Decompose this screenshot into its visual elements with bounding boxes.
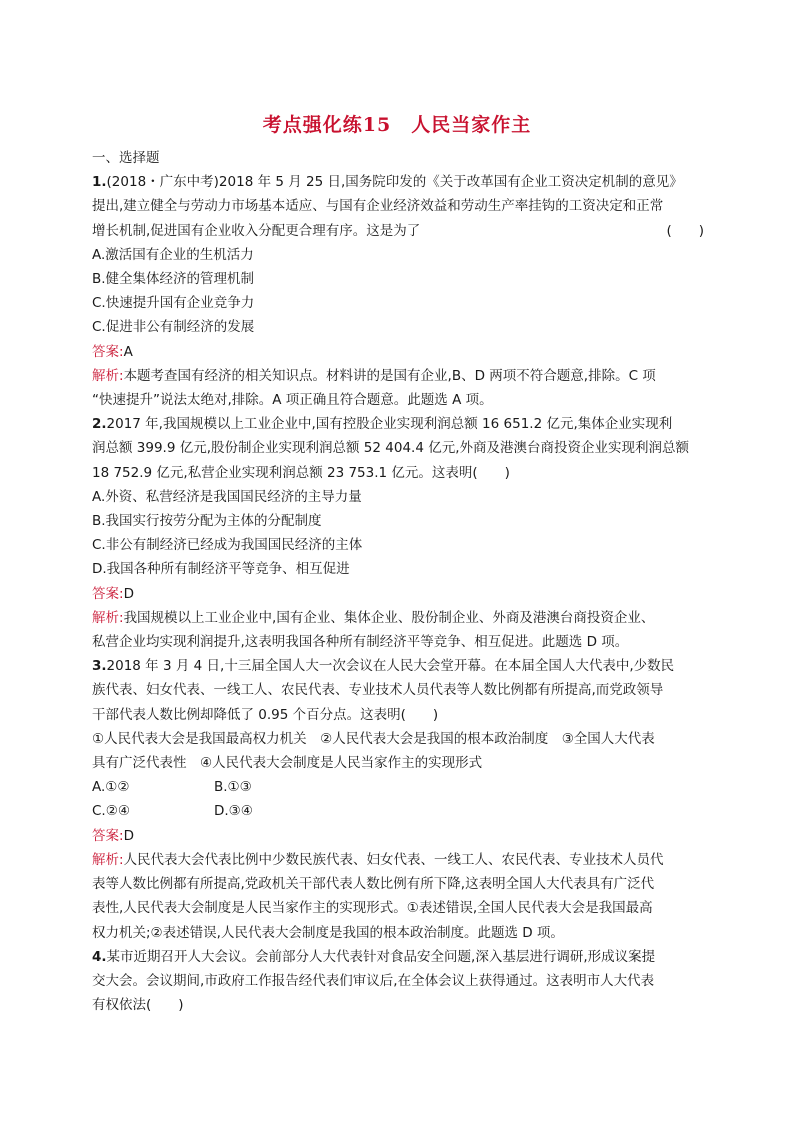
answer-blank: ( ) [666, 222, 704, 239]
question-text: 交大会。会议期间,市政府工作报告经代表们审议后,在全体会议上获得通过。这表明市人大代表 [92, 972, 655, 989]
analysis-text: 权力机关;②表述错误,人民代表大会制度是我国的根本政治制度。此题选 D 项。 [92, 924, 564, 941]
option-a: A.①② [92, 779, 130, 796]
question-3 [92, 654, 704, 944]
analysis-line [92, 364, 704, 388]
question-number: 2. [92, 416, 107, 433]
question-4 [92, 945, 704, 1018]
analysis-text: 人民代表大会代表比例中少数民族代表、妇女代表、一线工人、农民代表、专业技术人员代 [123, 851, 664, 868]
question-number: 3. [92, 658, 107, 675]
analysis-label: 解析: [92, 851, 124, 868]
option-c: C.非公有制经济已经成为我国国民经济的主体 [92, 537, 363, 554]
question-text: (2018・广东中考)2018 年 5 月 25 日,国务院印发的《关于改革国有企业工资决定机制的意见》 [106, 174, 683, 191]
analysis-text: “快速提升”说法太绝对,排除。A 项正确且符合题意。此题选 A 项。 [92, 392, 493, 409]
option-a: A.外资、私营经济是我国国民经济的主导力量 [92, 488, 362, 505]
statement-list: 具有广泛代表性 ④人民代表大会制度是人民当家作主的实现形式 [92, 755, 483, 772]
option-b: B.我国实行按劳分配为主体的分配制度 [92, 513, 322, 530]
analysis-text: 我国规模以上工业企业中,国有企业、集体企业、股份制企业、外商及港澳台商投资企业、 [123, 609, 655, 626]
answer-label: 答案: [92, 343, 124, 360]
option-d: D.我国各种所有制经济平等竞争、相互促进 [92, 561, 350, 578]
question-1 [92, 170, 704, 412]
option-row [92, 775, 704, 799]
option-a: A.激活国有企业的生机活力 [92, 246, 254, 263]
statement-list: ①人民代表大会是我国最高权力机关 ②人民代表大会是我国的根本政治制度 ③全国人大代表 [92, 730, 655, 747]
question-text: 干部代表人数比例却降低了 0.95 个百分点。这表明( ) [92, 706, 439, 723]
answer-value: D [123, 827, 134, 844]
option-d: D.③④ [214, 803, 253, 820]
option-d: C.促进非公有制经济的发展 [92, 319, 255, 336]
answer-line [92, 340, 704, 364]
analysis-text: 表性,人民代表大会制度是人民当家作主的实现形式。①表述错误,全国人民代表大会是我国最高 [92, 900, 653, 917]
option-row [92, 799, 704, 823]
question-text: 18 752.9 亿元,私营企业实现利润总额 23 753.1 亿元。这表明( ) [92, 464, 510, 481]
analysis-line [92, 848, 704, 872]
question-2 [92, 412, 704, 654]
option-c: C.快速提升国有企业竞争力 [92, 295, 255, 312]
document-content [92, 146, 704, 1017]
option-c: C.②④ [92, 803, 130, 820]
question-text: 提出,建立健全与劳动力市场基本适应、与国有企业经济效益和劳动生产率挂钩的工资决定和正常 [92, 198, 664, 215]
answer-value: A [123, 343, 133, 360]
answer-label: 答案: [92, 827, 124, 844]
question-text: 有权依法( ) [92, 997, 184, 1014]
analysis-text: 表等人数比例都有所提高,党政机关干部代表人数比例有所下降,这表明全国人大代表具有广泛代 [92, 876, 655, 893]
question-text: 2017 年,我国规模以上工业企业中,国有控股企业实现利润总额 16 651.2 亿元,集体企业实现利 [106, 416, 673, 433]
answer-value: D [123, 585, 134, 602]
question-text: 某市近期召开人大会议。会前部分人大代表针对食品安全问题,深入基层进行调研,形成议案提 [106, 948, 656, 965]
answer-label: 答案: [92, 585, 124, 602]
question-text: 族代表、妇女代表、一线工人、农民代表、专业技术人员代表等人数比例都有所提高,而党政领导 [92, 682, 664, 699]
analysis-text: 本题考查国有经济的相关知识点。材料讲的是国有企业,B、D 两项不符合题意,排除。C 项 [123, 367, 656, 384]
analysis-label: 解析: [92, 609, 124, 626]
question-text: 增长机制,促进国有企业收入分配更合理有序。这是为了 [92, 222, 421, 239]
question-text: 2018 年 3 月 4 日,十三届全国人大一次会议在人民大会堂开幕。在本届全国人大代表中,少数民 [106, 658, 675, 675]
answer-line [92, 582, 704, 606]
section-heading: 一、选择题 [92, 150, 160, 166]
option-b: B.健全集体经济的管理机制 [92, 271, 255, 288]
question-text: 润总额 399.9 亿元,股份制企业实现利润总额 52 404.4 亿元,外商及港澳台商投资企业实现利润总额 [92, 440, 690, 457]
question-number: 4. [92, 948, 107, 965]
analysis-label: 解析: [92, 367, 124, 384]
analysis-text: 私营企业均实现利润提升,这表明我国各种所有制经济平等竞争、相互促进。此题选 D 项。 [92, 634, 629, 651]
answer-line [92, 824, 704, 848]
analysis-line [92, 606, 704, 630]
option-b: B.①③ [214, 779, 252, 796]
question-number: 1. [92, 174, 107, 191]
page-title: 考点强化练15 人民当家作主 [262, 114, 532, 136]
